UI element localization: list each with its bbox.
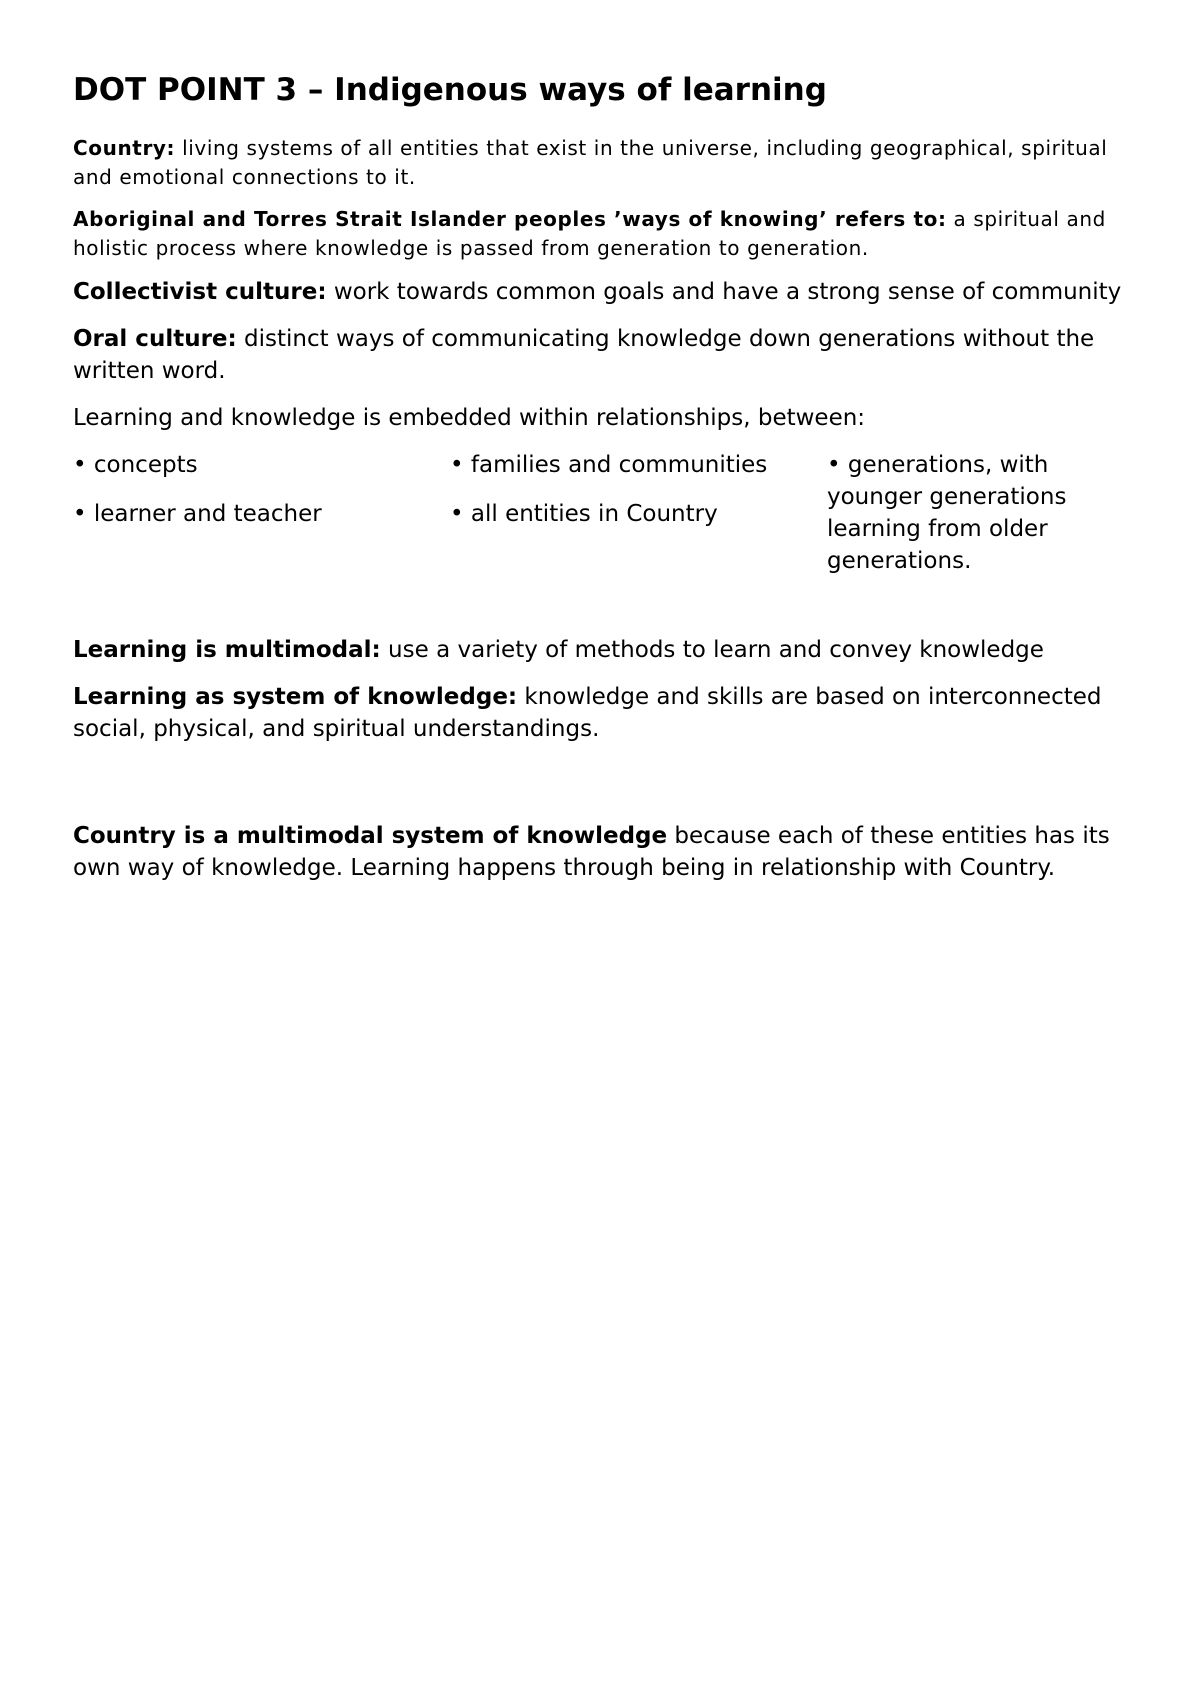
- relationship-item: • families and communities: [450, 452, 768, 478]
- multimodal-text: use a variety of methods to learn and convey knowledge: [380, 637, 1044, 663]
- collectivist-text: work towards common goals and have a strong sense of community: [326, 279, 1122, 305]
- relationships-column-2: [450, 449, 827, 594]
- ways-of-knowing-term: Aboriginal and Torres Strait Islander peoples ’ways of knowing’ refers to:: [73, 207, 947, 231]
- collectivist-term: Collectivist culture:: [73, 279, 327, 305]
- ways-of-knowing-text: a spiritual and holistic process where knowledge is passed from generation to generation.: [73, 207, 1106, 260]
- relationships-intro: Learning and knowledge is embedded within relationships, between:: [73, 405, 866, 431]
- country-system-term: Country is a multimodal system of knowledge: [73, 823, 668, 849]
- system-of-knowledge-definition: [73, 681, 1140, 745]
- relationship-item: • concepts: [73, 452, 198, 478]
- relationships-column-1: [73, 449, 450, 594]
- country-system-paragraph: [73, 820, 1140, 884]
- relationship-item: • learner and teacher: [73, 501, 322, 527]
- relationships-column-3: [827, 449, 1127, 594]
- relationship-item: • generations, with younger generations learning from older generations.: [827, 452, 1067, 574]
- country-definition: [73, 134, 1140, 192]
- oral-culture-term: Oral culture:: [73, 326, 237, 352]
- relationships-columns: [73, 449, 1140, 594]
- country-system-text: because each of these entities has its own way of knowledge. Learning happens through being in relationship with Country.: [73, 823, 1110, 881]
- page-title: DOT POINT 3 – Indigenous ways of learning: [73, 72, 827, 108]
- multimodal-definition: [73, 634, 1140, 666]
- oral-culture-definition: [73, 323, 1140, 387]
- multimodal-term: Learning is multimodal:: [73, 637, 381, 663]
- system-of-knowledge-text: knowledge and skills are based on interconnected social, physical, and spiritual understandings.: [73, 684, 1102, 742]
- relationship-item: • all entities in Country: [450, 501, 718, 527]
- country-term: Country:: [73, 136, 176, 160]
- ways-of-knowing-definition: [73, 205, 1140, 263]
- collectivist-definition: [73, 276, 1140, 308]
- oral-culture-text: distinct ways of communicating knowledge down generations without the written word.: [73, 326, 1095, 384]
- system-of-knowledge-term: Learning as system of knowledge:: [73, 684, 518, 710]
- country-text: living systems of all entities that exist in the universe, including geographical, spiritual and emotional connections to it.: [73, 136, 1108, 189]
